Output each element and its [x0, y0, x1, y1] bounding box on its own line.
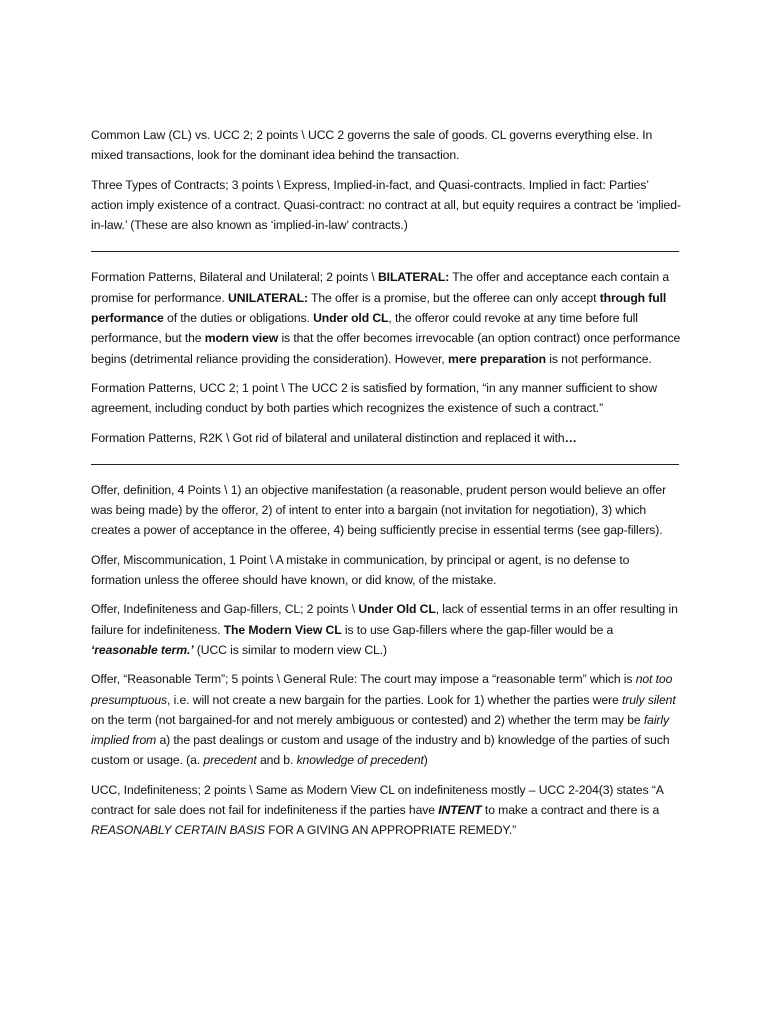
section-divider	[91, 251, 679, 252]
paragraph	[91, 378, 681, 419]
text-run: Under old CL	[313, 311, 389, 326]
text-run: Three Types of Contracts; 3 points \ Express, Implied-in-fact, and Quasi-contracts. Implied in fact: Parties’ action imply existence of a contract. Quasi-contract: no contract at all, but equity requires a contract be ‘implied-in-law.’ (These are also known as ‘implied-in-law’ contracts.)	[91, 177, 681, 233]
text-run: The offer is a promise, but the offeree can only accept	[307, 290, 600, 305]
text-run: …	[564, 430, 577, 445]
text-run: UNILATERAL:	[228, 290, 308, 305]
text-run: through full performance	[91, 290, 667, 326]
text-run: of the duties or obligations.	[163, 311, 314, 326]
text-run: ‘reasonable term.’	[91, 642, 194, 657]
paragraph	[91, 480, 681, 541]
text-run: Formation Patterns, Bilateral and Unilateral; 2 points \	[91, 270, 378, 285]
text-run: BILATERAL:	[377, 270, 450, 285]
paragraph	[91, 428, 681, 448]
text-run: The Modern View CL	[223, 622, 342, 637]
text-run: , the offeror could revoke at any time before full performance, but the	[91, 311, 638, 346]
text-run: not too presumptuous	[91, 672, 673, 707]
text-run: Offer, Miscommunication, 1 Point \ A mistake in communication, by principal or agent, is no defense to formation unless the offeree should have known, or did know, of the mistake.	[91, 552, 630, 588]
paragraph	[91, 125, 681, 166]
text-run: Formation Patterns, R2K \ Got rid of bilateral and unilateral distinction and replaced it with	[91, 430, 565, 445]
text-run: is to use Gap-fillers where the gap-filler would be a	[341, 622, 614, 637]
text-run: Under Old CL	[358, 602, 436, 617]
paragraph	[91, 780, 681, 841]
text-run: (UCC is similar to modern view CL.)	[193, 642, 387, 657]
paragraph	[91, 550, 681, 591]
text-run: knowledge of precedent	[296, 753, 424, 768]
text-run: on the term (not bargained-for and not merely ambiguous or contested) and 2) whether the term may be	[91, 712, 644, 727]
text-run: modern view	[204, 331, 279, 346]
text-run: Formation Patterns, UCC 2; 1 point \ The UCC 2 is satisfied by formation, “in any manner sufficient to show agreement, including conduct by both parties which recognizes the existence of such a contract.”	[91, 380, 657, 416]
text-run: INTENT	[438, 803, 482, 818]
section-divider	[91, 464, 679, 465]
text-run: UCC, Indefiniteness; 2 points \ Same as Modern View CL on indefiniteness mostly – UCC 2-204(3) states “A contract for sale does not fail for indefiniteness if the parties have	[91, 782, 664, 818]
text-run: Offer, definition, 4 Points \ 1) an objective manifestation (a reasonable, prudent person would believe an offer was being made) by the offeror, 2) of intent to enter into a bargain (not invitation for negotiation), 3) which creates a power of acceptance in the offeree, 4) being sufficiently precise in essential terms (see gap-fillers).	[91, 482, 667, 538]
text-run: , i.e. will not create a new bargain for the parties. Look for 1) whether the parties were	[167, 692, 622, 707]
paragraph	[91, 175, 681, 236]
paragraph	[91, 599, 681, 660]
text-run: The offer and acceptance each contain a promise for performance.	[91, 270, 669, 305]
text-run: Offer, “Reasonable Term”; 5 points \ General Rule: The court may impose a “reasonable term” which is	[91, 672, 636, 687]
text-run: Offer, Indefiniteness and Gap-fillers, CL; 2 points \	[91, 602, 359, 617]
paragraph	[91, 669, 681, 770]
text-run: FOR A GIVING AN APPROPRIATE REMEDY.”	[264, 823, 517, 838]
text-run: Common Law (CL) vs. UCC 2; 2 points \ UCC 2 governs the sale of goods. CL governs everything else. In mixed transactions, look for the dominant idea behind the transaction.	[91, 128, 653, 163]
text-run: precedent	[203, 753, 257, 768]
text-run: REASONABLY CERTAIN BASIS	[91, 823, 265, 838]
text-run: is that the offer becomes irrevocable (an option contract) once performance begins (detrimental reliance providing the consideration). However,	[91, 331, 681, 366]
text-run: fairly implied from	[91, 712, 669, 748]
text-run: and b.	[256, 753, 297, 768]
document-body	[91, 125, 681, 850]
paragraph	[91, 267, 681, 368]
text-run: )	[423, 753, 428, 768]
text-run: is not performance.	[545, 351, 652, 366]
text-run: truly silent	[621, 692, 676, 707]
text-run: a) the past dealings or custom and usage of the industry and b) knowledge of the parties of such custom or usage. (a.	[91, 733, 670, 768]
text-run: to make a contract and there is a	[481, 803, 660, 818]
text-run: , lack of essential terms in an offer resulting in failure for indefiniteness.	[91, 602, 678, 637]
text-run: mere preparation	[448, 351, 546, 366]
